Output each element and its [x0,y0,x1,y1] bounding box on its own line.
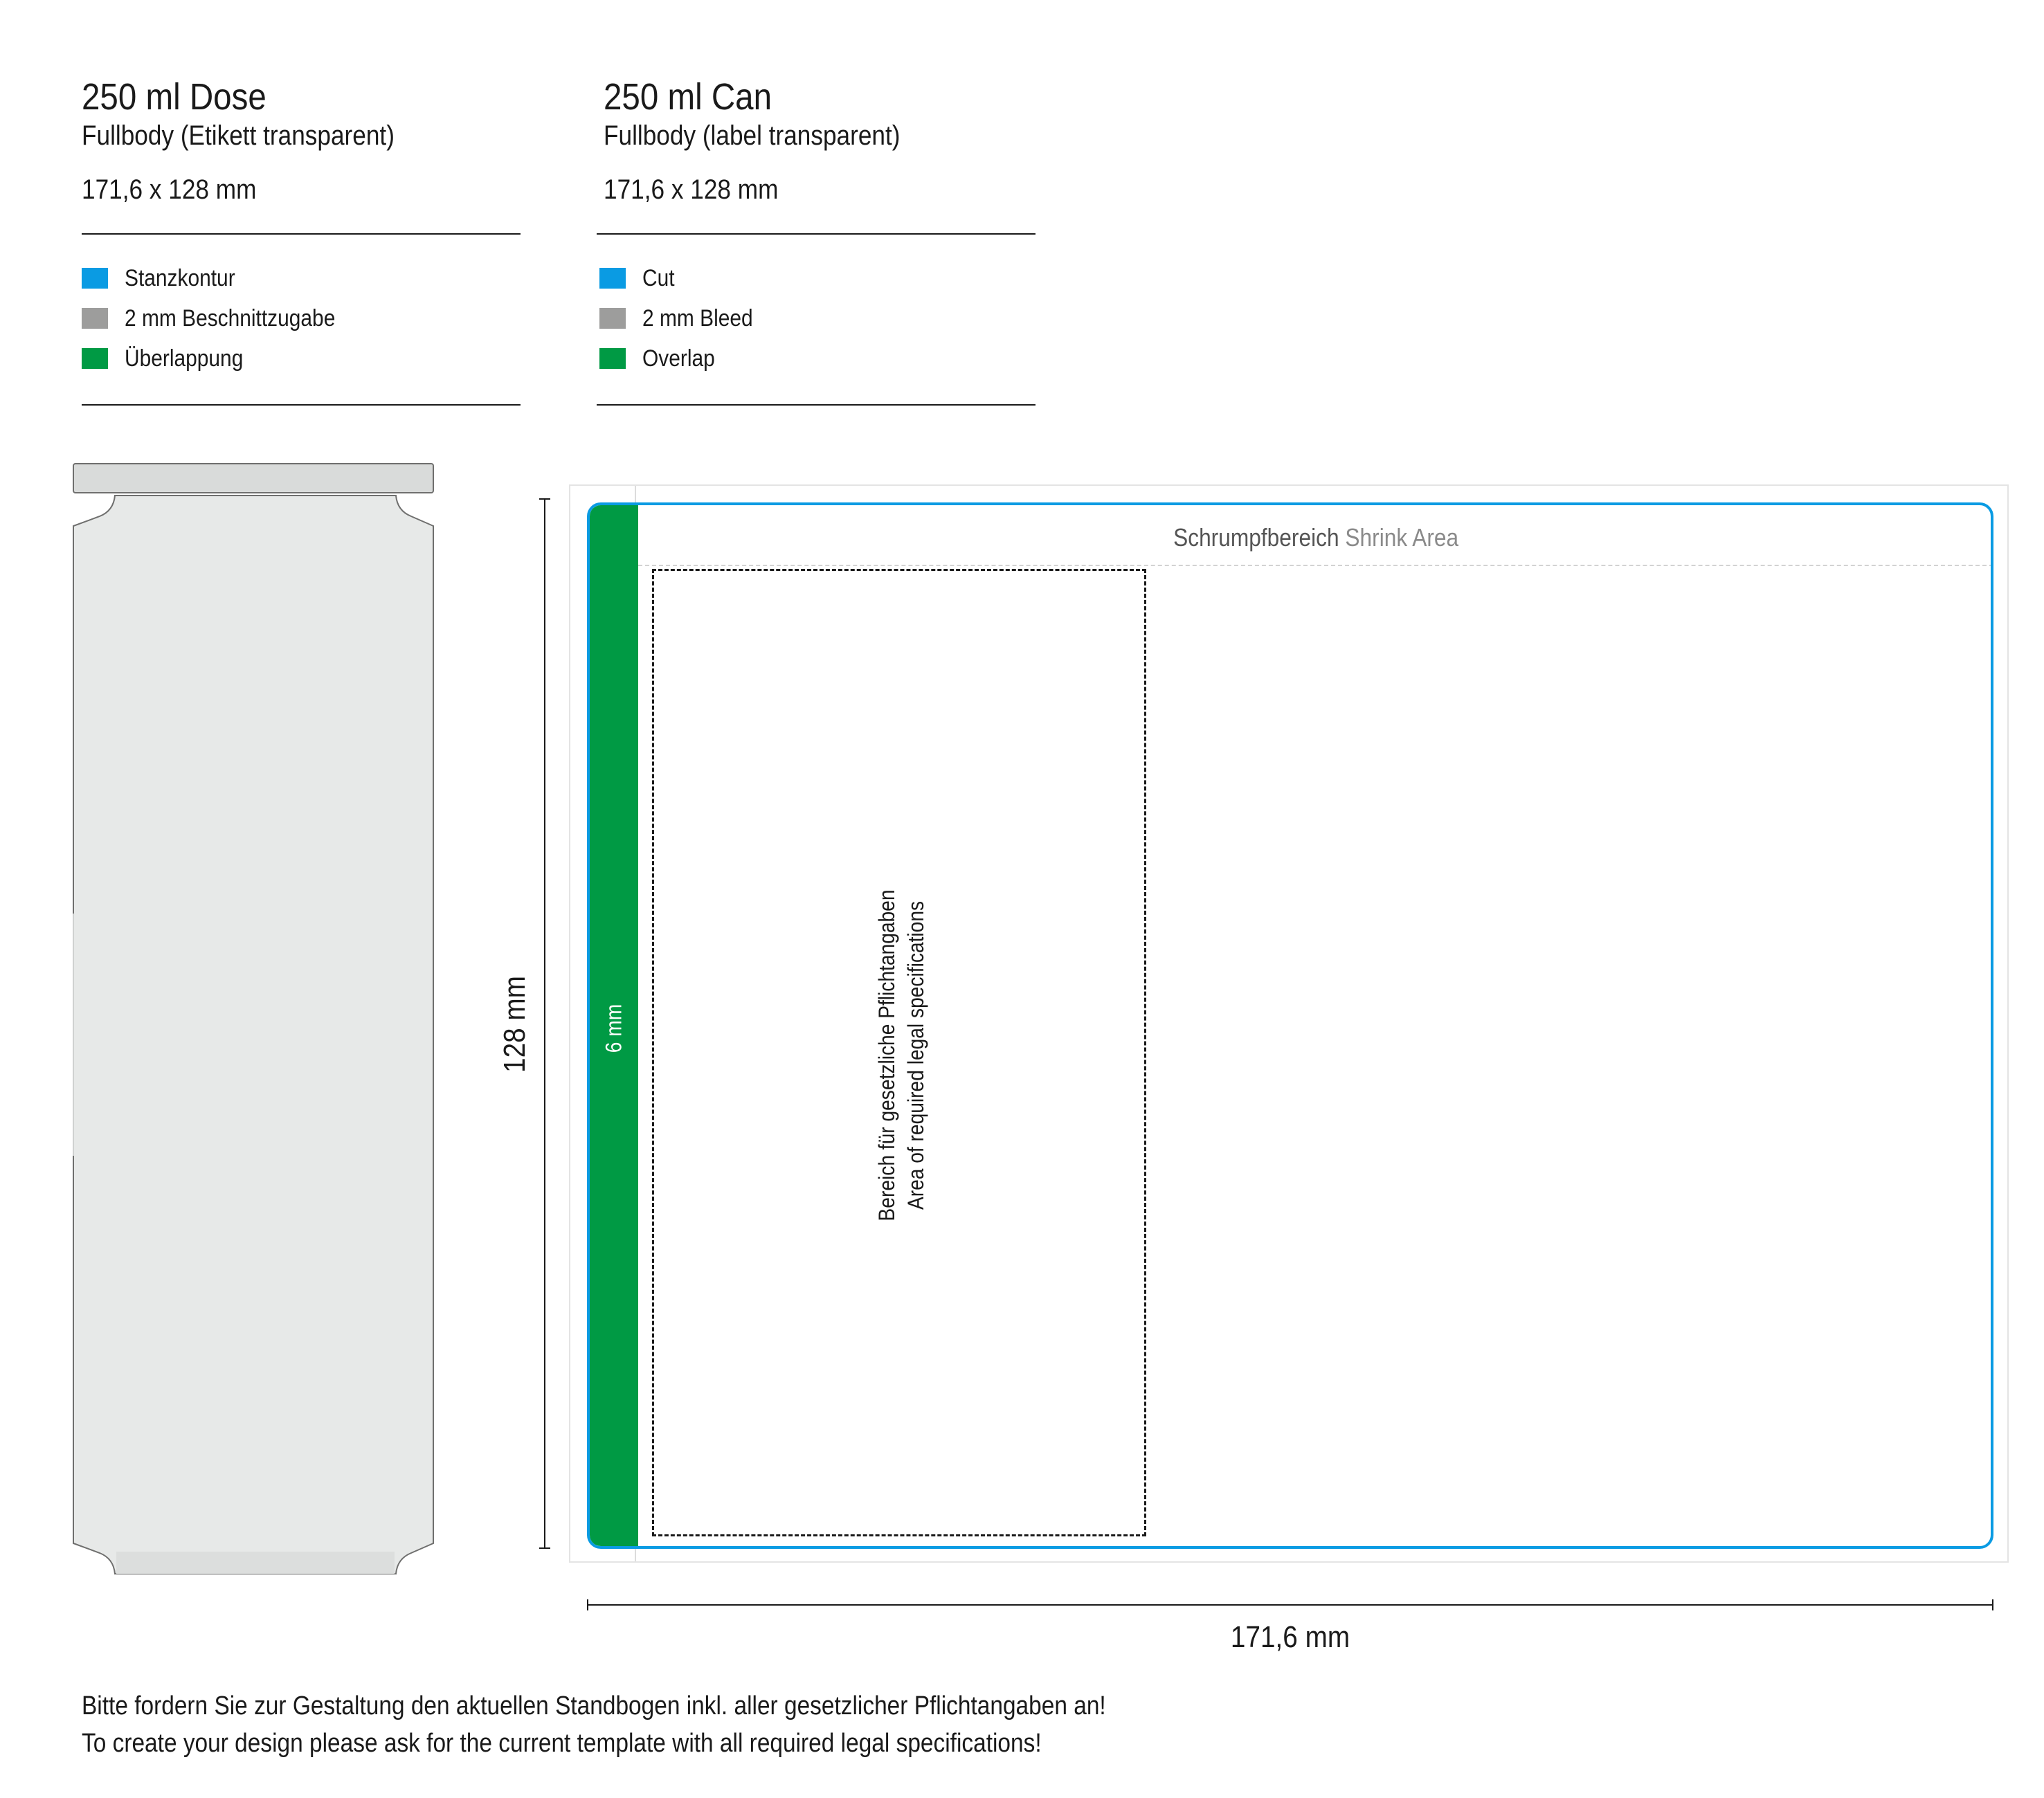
shrink-area-label [638,523,1993,552]
shrink-area-en: Shrink Area [1345,523,1459,552]
cut-swatch [599,268,626,289]
width-dimension-label-wrap [1222,1620,1358,1655]
divider-german-bottom [82,404,521,406]
legend-label: Stanzkontur [125,264,235,291]
divider-english-bottom [597,404,1035,406]
legend-label: 2 mm Bleed [642,305,753,332]
can-bottom-rim [116,1552,395,1574]
height-dimension-tick-top [539,498,550,500]
legend-label: Cut [642,264,675,291]
width-dimension-line [587,1604,1993,1606]
footer-note-de: Bitte fordern Sie zur Gestaltung den aktuellen Standbogen inkl. aller gesetzlicher Pflichtangaben an! [82,1691,1106,1720]
overlap-swatch [599,348,626,369]
height-dimension-label: 128 mm [498,976,532,1073]
legal-area-label-wrap [872,867,930,1244]
shrink-area-de: Schrumpfbereich [1173,523,1339,552]
legend-item-cut-german [82,264,250,292]
dimensions-english: 171,6 x 128 mm [604,174,779,205]
divider-english-top [597,233,1035,235]
dimensions-german: 171,6 x 128 mm [82,174,257,205]
height-dimension-label-wrap [498,970,532,1080]
bleed-swatch [82,308,108,329]
can-illustration [62,457,450,1585]
subtitle-english: Fullbody (label transparent) [604,120,901,151]
legend-item-bleed-english [599,305,768,332]
width-dimension-label: 171,6 mm [1230,1620,1350,1654]
height-dimension-line [544,498,545,1549]
legal-area-text [872,889,930,1221]
divider-german-top [82,233,521,235]
can-body [73,496,433,1574]
legend-item-overlap-german [82,345,260,372]
bleed-swatch [599,308,626,329]
width-dimension-tick-left [587,1599,588,1610]
legend-item-bleed-german [82,305,364,332]
subtitle-german: Fullbody (Etikett transparent) [82,120,395,151]
legal-area-label-de: Bereich für gesetzliche Pflichtangaben [874,889,899,1222]
legend-label: Überlappung [125,345,244,372]
legend-item-cut-english [599,264,679,292]
title-german: 250 ml Dose [82,76,266,118]
legal-area-label-en: Area of required legal specifications [903,900,928,1210]
overlap-width-label: 6 mm [601,1004,626,1053]
legend-label: 2 mm Beschnittzugabe [125,305,336,332]
legal-specifications-area [652,569,1146,1536]
legend-item-overlap-english [599,345,725,372]
width-dimension-tick-right [1992,1599,1993,1610]
legend-label: Overlap [642,345,715,372]
height-dimension-tick-bottom [539,1547,550,1549]
shrink-area-text [1173,523,1458,552]
footer-note-en: To create your design please ask for the current template with all required legal specifications! [82,1729,1042,1758]
footer-note [82,1687,1106,1762]
cut-swatch [82,268,108,289]
overlap-swatch [82,348,108,369]
can-lid [73,464,433,493]
shrink-area-line [638,565,1993,566]
cut-contour [587,502,1993,1549]
overlap-label-wrap [602,1001,627,1056]
title-english: 250 ml Can [604,76,772,118]
